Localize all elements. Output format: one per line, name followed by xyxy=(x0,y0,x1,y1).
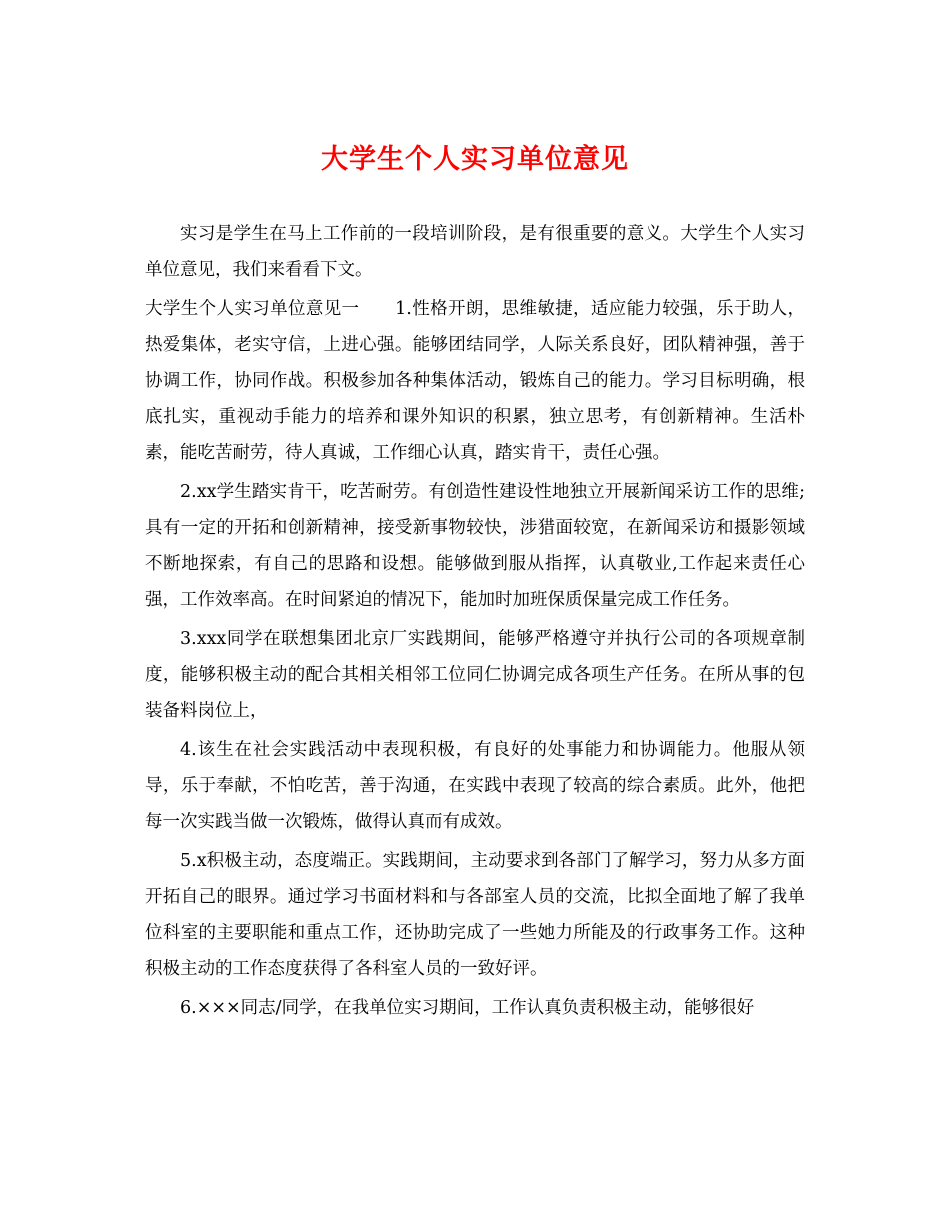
section-one-paragraph: 大学生个人实习单位意见一 1.性格开朗，思维敏捷，适应能力较强，乐于助人，热爱集体，老实守信，上进心强。能够团结同学，人际关系良好，团队精神强，善于协调工作，协同作战。积极参加各种集体活动，锻炼自己的能力。学习目标明确，根底扎实，重视动手能力的培养和课外知识的积累，独立思考，有创新精神。生活朴素，能吃苦耐劳，待人真诚，工作细心认真，踏实肯干，责任心强。 xyxy=(145,299,805,463)
intro-paragraph: 实习是学生在马上工作前的一段培训阶段，是有很重要的意义。大学生个人实习单位意见，我们来看看下文。 xyxy=(145,224,805,280)
item-4-paragraph: 4.该生在社会实践活动中表现积极，有良好的处事能力和协调能力。他服从领导，乐于奉献，不怕吃苦，善于沟通，在实践中表现了较高的综合素质。此外，他把每一次实践当做一次锻炼，做得认真而有成效。 xyxy=(145,740,805,832)
item-6-paragraph: 6.×××同志/同学，在我单位实习期间，工作认真负责积极主动，能够很好 xyxy=(180,998,755,1018)
document-title: 大学生个人实习单位意见 xyxy=(321,144,629,175)
item-2-paragraph: 2.xx学生踏实肯干，吃苦耐劳。有创造性建设性地独立开展新闻采访工作的思维;具有一定的开拓和创新精神，接受新事物较快，涉猎面较宽，在新闻采访和摄影领域不断地探索，有自己的思路和设想。能够做到服从指挥，认真敬业,工作起来责任心强，工作效率高。在时间紧迫的情况下，能加时加班保质保量完成工作任务。 xyxy=(145,482,805,610)
item-5-paragraph: 5.x积极主动，态度端正。实践期间，主动要求到各部门了解学习，努力从多方面开拓自己的眼界。通过学习书面材料和与各部室人员的交流，比拟全面地了解了我单位科室的主要职能和重点工作，还协助完成了一些她力所能及的行政事务工作。这种积极主动的工作态度获得了各科室人员的一致好评。 xyxy=(145,851,805,979)
document-body xyxy=(145,216,805,1029)
item-3-paragraph: 3.xxx同学在联想集团北京厂实践期间，能够严格遵守并执行公司的各项规章制度，能够积极主动的配合其相关相邻工位同仁协调完成各项生产任务。在所从事的包装备料岗位上， xyxy=(145,629,805,721)
